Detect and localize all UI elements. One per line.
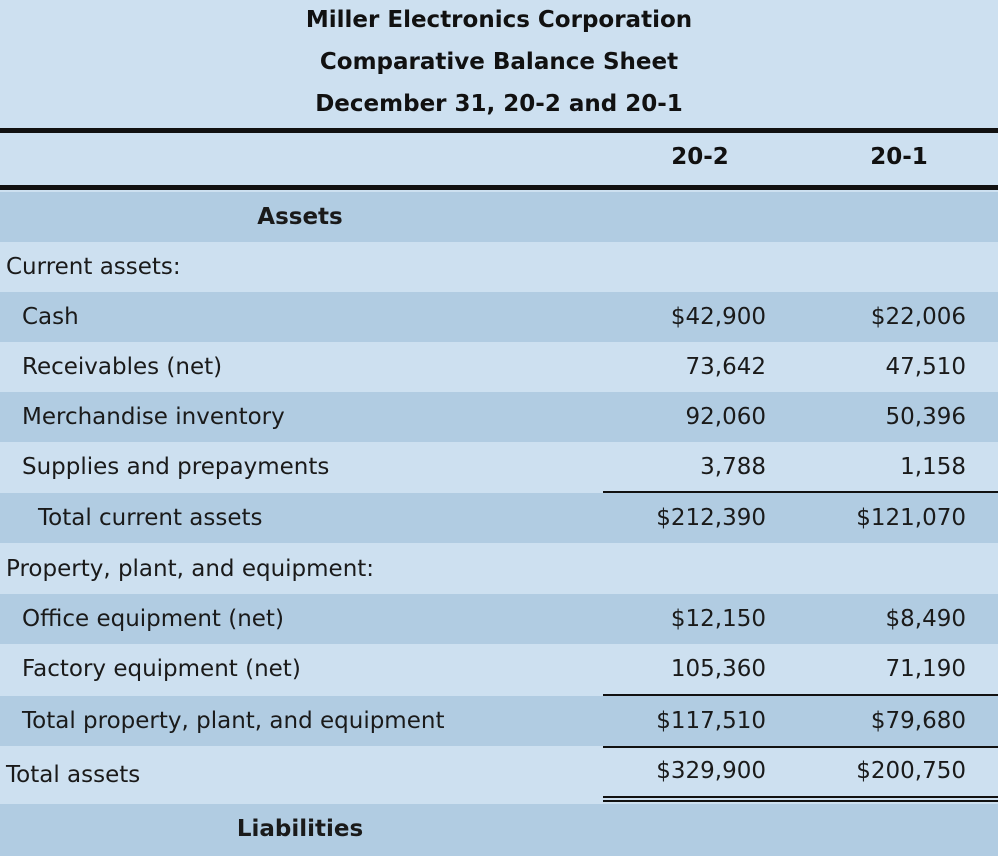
row-label: Total current assets: [38, 505, 263, 531]
value-20-1: 71,190: [885, 656, 966, 682]
value-20-2: $117,510: [656, 708, 766, 734]
column-header-20-2: 20-2: [671, 144, 729, 170]
total-double-rule: [603, 796, 998, 802]
value-20-1: $22,006: [870, 304, 966, 330]
value-20-1: 1,158: [900, 454, 966, 480]
current-assets-heading: Current assets:: [6, 254, 181, 280]
value-20-1: $121,070: [856, 505, 966, 531]
statement-date: December 31, 20-2 and 20-1: [315, 91, 683, 117]
table-row: [0, 292, 998, 342]
subtotal-rule: [603, 491, 998, 493]
value-20-1: $200,750: [856, 758, 966, 784]
value-20-2: $329,900: [656, 758, 766, 784]
value-20-2: 92,060: [685, 404, 766, 430]
total-current-assets-row: [0, 493, 998, 543]
subtotal-rule: [603, 694, 998, 696]
row-label: Office equipment (net): [22, 606, 284, 632]
report-header: [0, 0, 998, 128]
table-row: [0, 442, 998, 492]
value-20-1: 50,396: [885, 404, 966, 430]
current-assets-heading-row: [0, 242, 998, 292]
statement-title: Comparative Balance Sheet: [319, 49, 679, 75]
column-header-20-1: 20-1: [870, 144, 928, 170]
row-label: Merchandise inventory: [22, 404, 285, 430]
subtotal-rule: [603, 746, 998, 748]
row-label: Cash: [22, 304, 79, 330]
value-20-2: $42,900: [670, 304, 766, 330]
value-20-1: 47,510: [885, 354, 966, 380]
value-20-1: $79,680: [870, 708, 966, 734]
value-20-2: $212,390: [656, 505, 766, 531]
company-name: Miller Electronics Corporation: [305, 7, 693, 33]
row-label: Factory equipment (net): [22, 656, 301, 682]
total-ppe-row: [0, 696, 998, 746]
row-label: Total property, plant, and equipment: [22, 708, 445, 734]
ppe-heading: Property, plant, and equipment:: [6, 556, 375, 582]
value-20-1: $8,490: [885, 606, 966, 632]
table-row: [0, 644, 998, 694]
row-label: Total assets: [6, 762, 141, 788]
row-label: Supplies and prepayments: [22, 454, 330, 480]
value-20-2: 3,788: [700, 454, 766, 480]
total-assets-row: [0, 748, 998, 800]
value-20-2: $12,150: [670, 606, 766, 632]
column-header-divider: [0, 185, 998, 190]
assets-heading: Assets: [257, 204, 343, 230]
liabilities-heading-row: [0, 804, 998, 856]
assets-heading-row: [0, 192, 998, 242]
ppe-heading-row: [0, 544, 998, 594]
table-row: [0, 594, 998, 644]
value-20-2: 105,360: [670, 656, 766, 682]
table-row: [0, 392, 998, 442]
value-20-2: 73,642: [685, 354, 766, 380]
liabilities-heading: Liabilities: [236, 816, 364, 842]
row-label: Receivables (net): [22, 354, 223, 380]
table-row: [0, 342, 998, 392]
